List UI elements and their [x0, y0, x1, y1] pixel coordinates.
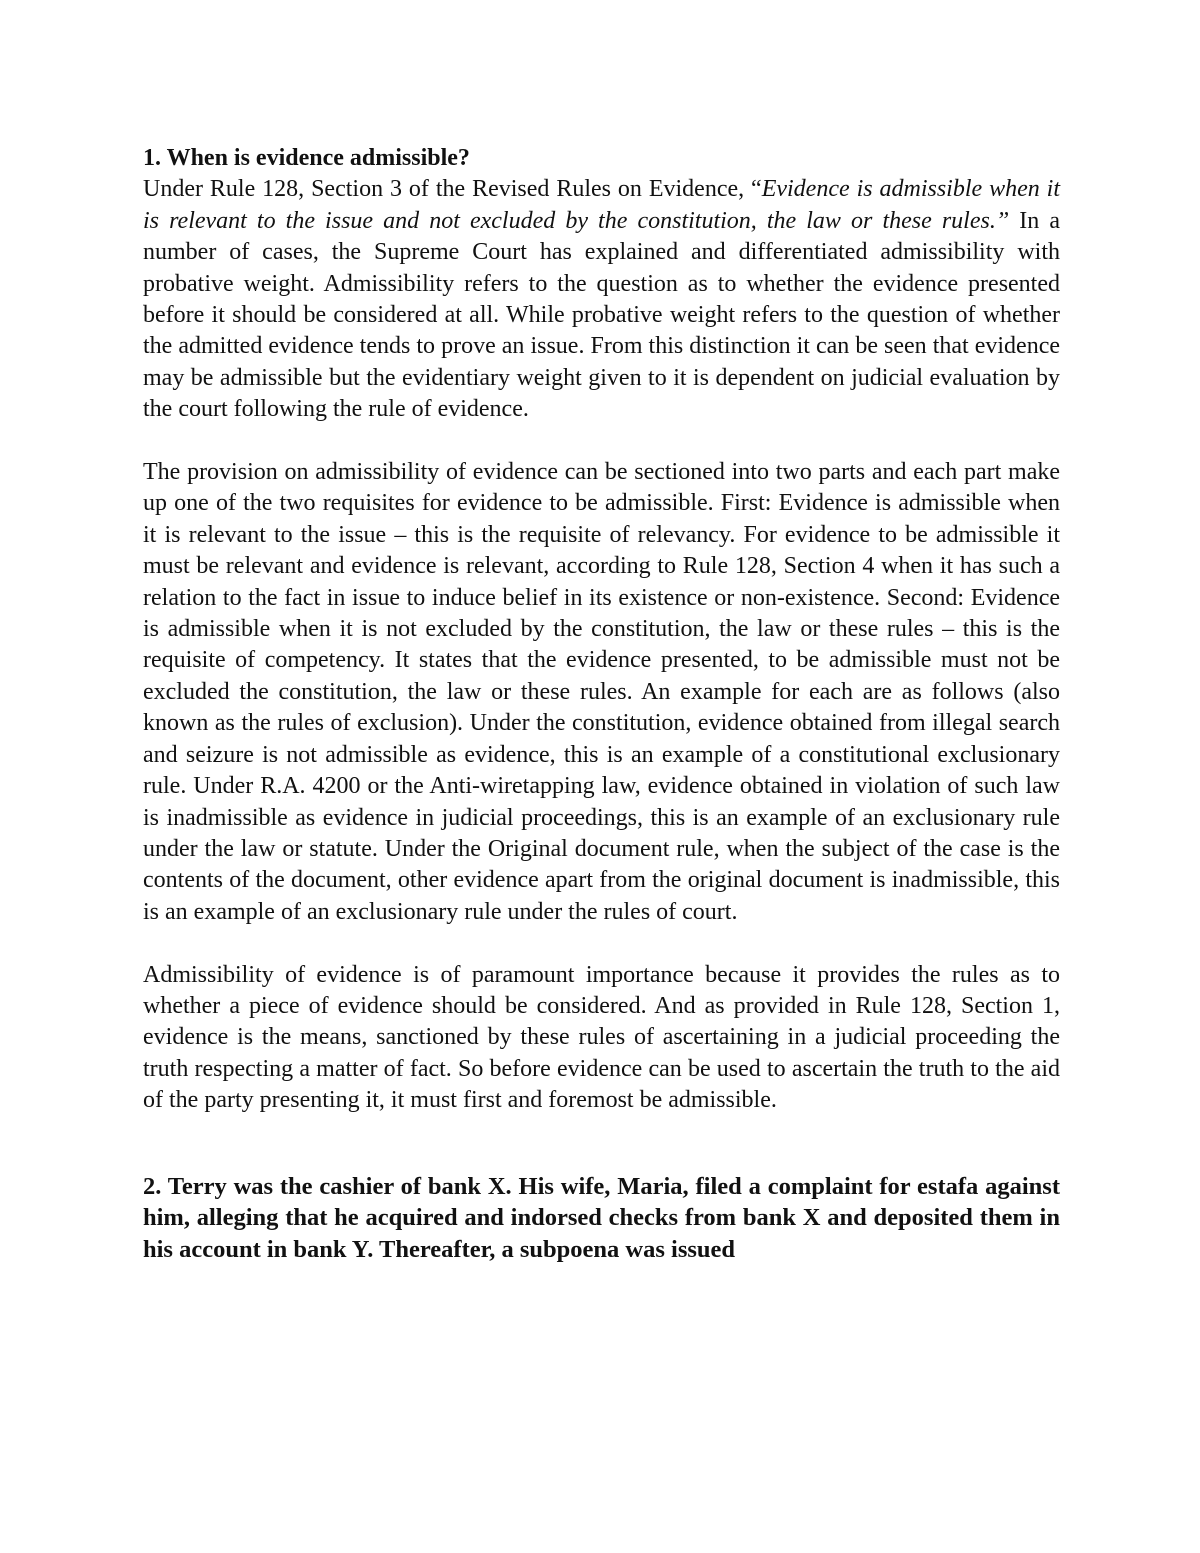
section-spacer: [143, 1117, 1060, 1171]
question-1-paragraph-1: [143, 174, 1060, 425]
question-1-heading: 1. When is evidence admissible?: [143, 145, 470, 171]
document-page: [143, 143, 1060, 1265]
para1-rest: In a number of cases, the Supreme Court has explained and differentiated admissibility with probative weight. Admissibility refers to the question as to whether the evidence presented before it should be considered at all. While probative weight refers to the question of whether the admitted evidence tends to prove an issue. From this distinction it can be seen that evidence may be admissible but the evidentiary weight given to it is dependent on judicial evaluation by the court following the rule of evidence.: [143, 207, 1060, 423]
question-1-paragraph-2: The provision on admissibility of evidence can be sectioned into two parts and each part make up one of the two requisites for evidence to be admissible. First: Evidence is admissible when it is relevant to the issue – this is the requisite of relevancy. For evidence to be admissible it must be relevant and evidence is relevant, according to Rule 128, Section 4 when it has such a relation to the fact in issue to induce belief in its existence or non-existence. Second: Evidence is admissible when it is not excluded by the constitution, the law or these rules – this is the requisite of competency. It states that the evidence presented, to be admissible must not be excluded the constitution, the law or these rules. An example for each are as follows (also known as the rules of exclusion). Under the constitution, evidence obtained from illegal search and seizure is not admissible as evidence, this is an example of a constitutional exclusionary rule. Under R.A. 4200 or the Anti-wiretapping law, evidence obtained in violation of such law is inadmissible as evidence in judicial proceedings, this is an example of an exclusionary rule under the law or statute. Under the Original document rule, when the subject of the case is the contents of the document, other evidence apart from the original document is inadmissible, this is an example of an exclusionary rule under the rules of court.: [143, 459, 1060, 925]
para1-lead: Under Rule 128, Section 3 of the Revised Rules on Evidence, “: [143, 176, 762, 203]
question-1-paragraph-3: Admissibility of evidence is of paramount importance because it provides the rules as to whether a piece of evidence should be considered. And as provided in Rule 128, Section 1, evidence is the means, sanctioned by these rules of ascertaining in a judicial proceeding the truth respecting a matter of fact. So before evidence can be used to ascertain the truth to the aid of the party presenting it, it must first and foremost be admissible.: [143, 961, 1060, 1114]
para1-quote: Evidence is admissible when it is relevant to the issue and not excluded by the constitution, the law or these rules.”: [143, 176, 1061, 234]
question-2-text: 2. Terry was the cashier of bank X. His wife, Maria, filed a complaint for estafa against him, alleging that he acquired and indorsed checks from bank X and deposited them in his account in bank Y. Thereafter, a subpoena was issued: [143, 1172, 1060, 1263]
paragraph-spacer: [143, 928, 1060, 959]
paragraph-spacer: [143, 426, 1060, 457]
